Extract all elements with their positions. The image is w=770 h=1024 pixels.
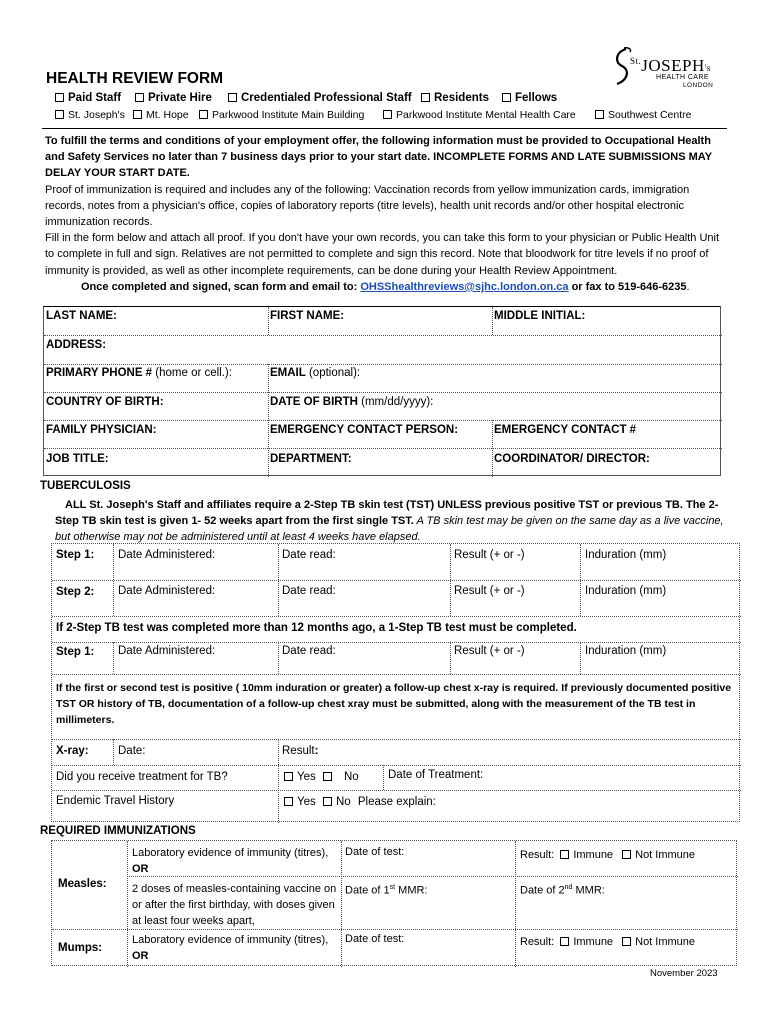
endemic-yes[interactable]: Yes	[284, 796, 316, 808]
middle-initial-field[interactable]: MIDDLE INITIAL:	[494, 310, 586, 322]
step1-label: Step 1:	[56, 549, 95, 561]
measles-immune[interactable]: Immune	[560, 849, 613, 861]
intro-proof: Proof of immunization is required and includes any of the following: Vaccination records from yellow immunization cards, immigration records, notes from a physician's office, copies of laboratory reports (titre levels), health unit records and/or other hospital electronic immunization records.	[45, 183, 690, 229]
one-step-label: Step 1:	[56, 646, 95, 658]
divider	[42, 128, 727, 129]
logo-s: 's	[704, 63, 711, 73]
intro-email-line: Once completed and signed, scan form and email to: OHSShealthreviews@sjhc.london.on.ca or fax to 519-646-6235.	[81, 280, 690, 293]
one-step-date-admin[interactable]: Date Administered:	[118, 645, 216, 657]
step2-date-admin[interactable]: Date Administered:	[118, 585, 216, 597]
step1-result[interactable]: Result (+ or -)	[454, 549, 525, 561]
measles-second-mmr[interactable]: Date of 2nd MMR:	[520, 884, 605, 897]
checkbox-icon[interactable]	[560, 937, 569, 946]
measles-result: Result: Immune Not Immune	[520, 849, 696, 861]
logo-super: St.	[630, 56, 642, 66]
checkbox-icon[interactable]	[383, 110, 392, 119]
site-southwest[interactable]: Southwest Centre	[595, 109, 691, 121]
checkbox-icon[interactable]	[133, 110, 142, 119]
intro-bold: To fulfill the terms and conditions of your employment offer, the following information must be provided to Occupational Health and Safety Services no later than 7 business days prior to your start date. INCOMPLETE FORMS AND LATE SUBMISSIONS MAY DELAY YOUR START DATE.	[45, 135, 712, 180]
mumps-label: Mumps:	[58, 942, 103, 954]
logo-line3: LONDON	[683, 82, 714, 89]
step1-date-admin[interactable]: Date Administered:	[118, 549, 216, 561]
step2-label: Step 2:	[56, 586, 95, 598]
tb-heading: TUBERCULOSIS	[40, 480, 131, 492]
site-parkwood-mental[interactable]: Parkwood Institute Mental Health Care	[383, 109, 576, 121]
checkbox-icon[interactable]	[323, 797, 332, 806]
mumps-immune[interactable]: Immune	[560, 936, 613, 948]
treatment-no[interactable]: No	[323, 771, 359, 783]
footer-date: November 2023	[650, 968, 718, 979]
checkbox-icon[interactable]	[228, 93, 237, 102]
checkbox-icon[interactable]	[421, 93, 430, 102]
checkbox-icon[interactable]	[502, 93, 511, 102]
staff-residents[interactable]: Residents	[421, 92, 489, 104]
personal-info-grid	[43, 306, 721, 476]
country-of-birth-field[interactable]: COUNTRY OF BIRTH:	[46, 396, 164, 408]
measles-date-of-test[interactable]: Date of test:	[345, 846, 405, 858]
positive-note: If the first or second test is positive ( 10mm induration or greater) a follow-up chest x-ray is required. If previously documented positive TST OR history of TB, documentation of a follow-up chest xray must be submitted, along with the measurement of the TB test in millimeters.	[56, 682, 732, 726]
intro	[45, 133, 725, 295]
emergency-contact-number-field[interactable]: EMERGENCY CONTACT #	[494, 424, 637, 436]
one-step-induration[interactable]: Induration (mm)	[585, 645, 667, 657]
treatment-options	[284, 770, 359, 784]
tb-table	[51, 543, 740, 822]
mumps-lab-evidence: Laboratory evidence of immunity (titres), OR	[132, 934, 329, 962]
logo-main: JOSEPH	[641, 56, 705, 75]
measles-label: Measles:	[58, 878, 107, 890]
treatment-yes[interactable]: Yes	[284, 771, 316, 783]
checkbox-icon[interactable]	[199, 110, 208, 119]
measles-lab-evidence: Laboratory evidence of immunity (titres), OR	[132, 847, 329, 875]
step1-induration[interactable]: Induration (mm)	[585, 549, 667, 561]
staff-credentialed[interactable]: Credentialed Professional Staff	[228, 92, 412, 104]
immunizations-heading: REQUIRED IMMUNIZATIONS	[40, 825, 196, 837]
mumps-not-immune[interactable]: Not Immune	[622, 936, 695, 948]
intro-fill: Fill in the form below and attach all proof. If you don't have your own records, you can take this form to your physician or Public Health Unit to complete in full and sign. Relatives are not permitted to complete and sign this record. Note that bloodwork for titre levels if no proof of immunity is provided, as well as other incomplete requirements, can be done during your Health Review Appointment.	[45, 232, 720, 277]
xray-result[interactable]: Result:	[282, 745, 319, 757]
step2-induration[interactable]: Induration (mm)	[585, 585, 667, 597]
one-step-result[interactable]: Result (+ or -)	[454, 645, 525, 657]
one-step-date-read[interactable]: Date read:	[282, 645, 336, 657]
endemic-travel-label: Endemic Travel History	[56, 795, 175, 807]
measles-first-mmr[interactable]: Date of 1st MMR:	[345, 884, 428, 897]
email-field[interactable]: EMAIL (optional):	[270, 367, 361, 379]
measles-two-doses: 2 doses of measles-containing vaccine on or after the first birthday, with doses given at least four weeks apart,	[132, 883, 337, 927]
checkbox-icon[interactable]	[560, 850, 569, 859]
family-physician-field[interactable]: FAMILY PHYSICIAN:	[46, 424, 157, 436]
first-name-field[interactable]: FIRST NAME:	[270, 310, 345, 322]
checkbox-icon[interactable]	[55, 110, 64, 119]
staff-private[interactable]: Private Hire	[135, 92, 212, 104]
treatment-question: Did you receive treatment for TB?	[56, 771, 228, 783]
checkbox-icon[interactable]	[595, 110, 604, 119]
immunizations-table	[51, 840, 737, 966]
logo	[608, 46, 728, 90]
endemic-no[interactable]: No	[323, 796, 351, 808]
site-mt-hope[interactable]: Mt. Hope	[133, 109, 189, 121]
checkbox-icon[interactable]	[323, 772, 332, 781]
step1-date-read[interactable]: Date read:	[282, 549, 336, 561]
checkbox-icon[interactable]	[622, 937, 631, 946]
site-parkwood-main[interactable]: Parkwood Institute Main Building	[199, 109, 364, 121]
page-title: HEALTH REVIEW FORM	[46, 70, 224, 87]
emergency-contact-person-field[interactable]: EMERGENCY CONTACT PERSON:	[270, 424, 459, 436]
measles-not-immune[interactable]: Not Immune	[622, 849, 695, 861]
department-field[interactable]: DEPARTMENT:	[270, 453, 352, 465]
step2-date-read[interactable]: Date read:	[282, 585, 336, 597]
checkbox-icon[interactable]	[622, 850, 631, 859]
last-name-field[interactable]: LAST NAME:	[46, 310, 117, 322]
staff-paid[interactable]: Paid Staff	[55, 92, 121, 104]
one-step-note: If 2-Step TB test was completed more than 12 months ago, a 1-Step TB test must be completed.	[56, 622, 577, 634]
xray-date[interactable]: Date:	[118, 745, 146, 757]
date-of-treatment[interactable]: Date of Treatment:	[388, 769, 484, 781]
step2-result[interactable]: Result (+ or -)	[454, 585, 525, 597]
xray-label: X-ray:	[56, 745, 89, 757]
tb-intro: ALL St. Joseph's Staff and affiliates require a 2-Step TB skin test (TST) UNLESS previous positive TST or previous TB. The 2-Step TB skin test is given 1- 52 weeks apart from the first single TST. A TB skin test may be given on the same day as a live vaccine, but otherwise may not be administered until at least 4 weeks have elapsed.	[55, 499, 724, 543]
site-st-josephs[interactable]: St. Joseph's	[55, 109, 125, 121]
checkbox-icon[interactable]	[135, 93, 144, 102]
endemic-options	[284, 795, 436, 809]
logo-line2: HEALTH CARE	[656, 74, 709, 81]
staff-fellows[interactable]: Fellows	[502, 92, 557, 104]
email-link[interactable]: OHSShealthreviews@sjhc.london.on.ca	[360, 280, 569, 293]
checkbox-icon[interactable]	[55, 93, 64, 102]
endemic-explain[interactable]: Please explain:	[357, 796, 436, 808]
coordinator-field[interactable]: COORDINATOR/ DIRECTOR:	[494, 453, 650, 465]
checkbox-icon[interactable]	[284, 797, 293, 806]
address-field[interactable]: ADDRESS:	[46, 339, 107, 351]
job-title-field[interactable]: JOB TITLE:	[46, 453, 109, 465]
mumps-date-of-test[interactable]: Date of test:	[345, 933, 405, 945]
mumps-result: Result: Immune Not Immune	[520, 936, 696, 948]
checkbox-icon[interactable]	[284, 772, 293, 781]
dob-field[interactable]: DATE OF BIRTH (mm/dd/yyyy):	[270, 396, 434, 408]
phone-field[interactable]: PRIMARY PHONE # (home or cell.):	[46, 367, 232, 379]
